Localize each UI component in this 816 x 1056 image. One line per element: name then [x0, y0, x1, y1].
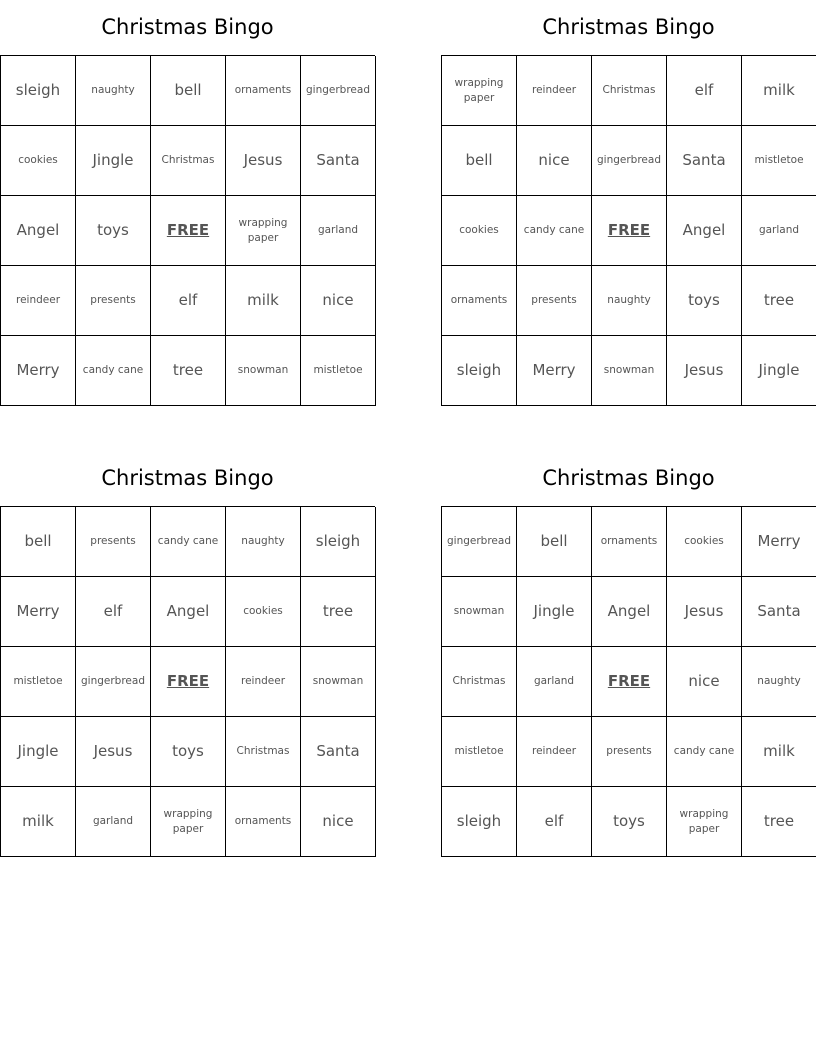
bingo-cell: candy cane [151, 507, 226, 577]
bingo-cell: Angel [592, 577, 667, 647]
bingo-cell: Jingle [742, 336, 816, 406]
bingo-cell: Santa [301, 717, 376, 787]
free-space-cell: FREE [151, 647, 226, 717]
bingo-cell: nice [301, 266, 376, 336]
bingo-cell: Angel [1, 196, 76, 266]
bingo-cell: nice [517, 126, 592, 196]
bingo-grid [0, 506, 375, 857]
bingo-card-2 [441, 0, 816, 406]
bingo-cell: Merry [742, 507, 816, 577]
bingo-grid [441, 506, 816, 857]
bingo-cell: Jingle [76, 126, 151, 196]
bingo-cell: Jesus [667, 577, 742, 647]
bingo-cell: Santa [301, 126, 376, 196]
bingo-cell: toys [76, 196, 151, 266]
bingo-cell: cookies [442, 196, 517, 266]
bingo-cell: sleigh [442, 336, 517, 406]
bingo-cell: milk [742, 717, 816, 787]
bingo-cell: tree [742, 787, 816, 857]
bingo-cell: gingerbread [592, 126, 667, 196]
bingo-cell: bell [442, 126, 517, 196]
bingo-cell: reindeer [517, 717, 592, 787]
bingo-cell: Christmas [226, 717, 301, 787]
bingo-cell: toys [592, 787, 667, 857]
bingo-cell: ornaments [442, 266, 517, 336]
bingo-cell: Jingle [1, 717, 76, 787]
bingo-cell: milk [226, 266, 301, 336]
bingo-cell: bell [1, 507, 76, 577]
bingo-cell: presents [76, 507, 151, 577]
bingo-cell: wrapping paper [226, 196, 301, 266]
bingo-cell: sleigh [301, 507, 376, 577]
bingo-cell: Angel [667, 196, 742, 266]
bingo-cell: Jesus [667, 336, 742, 406]
bingo-cell: wrapping paper [667, 787, 742, 857]
bingo-cell: elf [517, 787, 592, 857]
bingo-cell: Christmas [151, 126, 226, 196]
bingo-cell: Santa [667, 126, 742, 196]
bingo-cell: garland [301, 196, 376, 266]
bingo-cell: nice [667, 647, 742, 717]
bingo-cell: mistletoe [742, 126, 816, 196]
bingo-cell: gingerbread [76, 647, 151, 717]
bingo-cell: elf [151, 266, 226, 336]
bingo-cell: nice [301, 787, 376, 857]
bingo-cell: bell [151, 56, 226, 126]
bingo-cell: Christmas [442, 647, 517, 717]
bingo-cell: Jesus [76, 717, 151, 787]
bingo-cell: mistletoe [301, 336, 376, 406]
bingo-cell: reindeer [1, 266, 76, 336]
bingo-cell: Jingle [517, 577, 592, 647]
bingo-card-3 [0, 451, 375, 857]
card-title: Christmas Bingo [101, 466, 274, 490]
bingo-cell: presents [592, 717, 667, 787]
bingo-card-4 [441, 451, 816, 857]
bingo-cell: sleigh [1, 56, 76, 126]
bingo-cell: presents [76, 266, 151, 336]
bingo-cell: Merry [517, 336, 592, 406]
bingo-cell: garland [742, 196, 816, 266]
bingo-grid [0, 55, 375, 406]
bingo-cell: naughty [76, 56, 151, 126]
bingo-cell: Christmas [592, 56, 667, 126]
card-title: Christmas Bingo [542, 15, 715, 39]
bingo-cell: presents [517, 266, 592, 336]
bingo-cell: ornaments [592, 507, 667, 577]
bingo-cell: cookies [667, 507, 742, 577]
bingo-cell: elf [667, 56, 742, 126]
bingo-cell: mistletoe [1, 647, 76, 717]
bingo-cell: cookies [1, 126, 76, 196]
bingo-cell: toys [151, 717, 226, 787]
bingo-cell: wrapping paper [151, 787, 226, 857]
bingo-cell: Angel [151, 577, 226, 647]
bingo-cell: snowman [226, 336, 301, 406]
bingo-cell: candy cane [76, 336, 151, 406]
bingo-cell: Jesus [226, 126, 301, 196]
bingo-cell: naughty [592, 266, 667, 336]
bingo-cell: Santa [742, 577, 816, 647]
bingo-cell: snowman [442, 577, 517, 647]
bingo-cell: ornaments [226, 787, 301, 857]
bingo-cell: naughty [226, 507, 301, 577]
bingo-cell: tree [742, 266, 816, 336]
bingo-cell: naughty [742, 647, 816, 717]
bingo-cell: sleigh [442, 787, 517, 857]
bingo-cell: reindeer [226, 647, 301, 717]
bingo-grid [441, 55, 816, 406]
bingo-cell: cookies [226, 577, 301, 647]
bingo-cell: Merry [1, 336, 76, 406]
bingo-cell: elf [76, 577, 151, 647]
bingo-cell: tree [151, 336, 226, 406]
bingo-cell: garland [76, 787, 151, 857]
bingo-cell: reindeer [517, 56, 592, 126]
bingo-cell: Merry [1, 577, 76, 647]
free-space-cell: FREE [592, 647, 667, 717]
bingo-cell: tree [301, 577, 376, 647]
bingo-cell: candy cane [667, 717, 742, 787]
bingo-cell: gingerbread [301, 56, 376, 126]
bingo-cell: milk [742, 56, 816, 126]
bingo-cell: snowman [592, 336, 667, 406]
bingo-cell: toys [667, 266, 742, 336]
bingo-cell: mistletoe [442, 717, 517, 787]
card-title: Christmas Bingo [101, 15, 274, 39]
bingo-cell: gingerbread [442, 507, 517, 577]
free-space-cell: FREE [151, 196, 226, 266]
bingo-cell: bell [517, 507, 592, 577]
free-space-cell: FREE [592, 196, 667, 266]
bingo-cell: candy cane [517, 196, 592, 266]
bingo-cell: milk [1, 787, 76, 857]
bingo-cell: garland [517, 647, 592, 717]
card-title: Christmas Bingo [542, 466, 715, 490]
bingo-card-1 [0, 0, 375, 406]
bingo-cell: snowman [301, 647, 376, 717]
bingo-cell: wrapping paper [442, 56, 517, 126]
bingo-cell: ornaments [226, 56, 301, 126]
